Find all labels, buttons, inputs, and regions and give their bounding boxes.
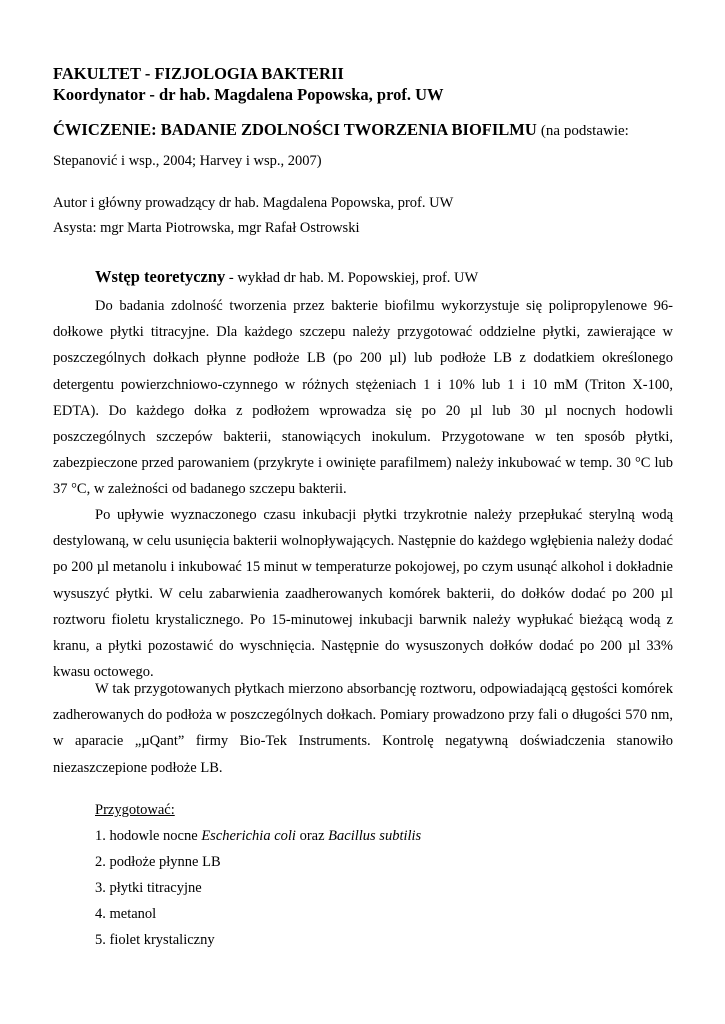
prepare-item-1 (95, 828, 421, 845)
source-reference-start: (na podstawie: (540, 123, 629, 139)
prepare-item-4: 4. metanol (95, 906, 157, 922)
prepare-item-2: 2. podłoże płynne LB (95, 854, 221, 870)
prepare-item-3: 3. płytki titracyjne (95, 880, 202, 896)
source-reference-end: Stepanović i wsp., 2004; Harvey i wsp., 2007) (53, 153, 322, 169)
exercise-title: ĆWICZENIE: BADANIE ZDOLNOŚCI TWORZENIA BIOFILMU (53, 120, 537, 139)
prepare-item-1-prefix: 1. hodowle nocne (95, 828, 202, 844)
paragraph-staining: Po upływie wyznaczonego czasu inkubacji płytki trzykrotnie należy przepłukać sterylną wodą destylowaną, w celu usunięcia bakterii wolnopływających. Następnie do każdego wgłębienia należy dodać po 200 µl metanolu i inkubować 15 minut w temperaturze pokojowej, po czym usunąć alkohol i dokładnie wysuszyć płytki. W celu zabarwienia zaadherowanych komórek bakterii, do dołków dodać po 200 µl roztworu fioletu krystalicznego. Po 15-minutowej inkubacji barwnik należy wypłukać bieżącą wodą z kranu, a płytki pozostawić do wyschnięcia. Następnie do wysuszonych dołków dodać po 200 µl 33% kwasu octowego. (53, 507, 673, 681)
paragraph-measurement: W tak przygotowanych płytkach mierzono absorbancję roztworu, odpowiadającą gęstości komórek zadherowanych do podłoża w poszczególnych dołkach. Pomiary prowadzono przy fali o długości 570 nm, w aparacie „µQant” firmy Bio-Tek Instruments. Kontrolę negatywną doświadczenia stanowiło niezaszczepione podłoże LB. (53, 681, 673, 776)
faculty-title: FAKULTET - FIZJOLOGIA BAKTERII (53, 64, 344, 83)
assistant-line: Asysta: mgr Marta Piotrowska, mgr Rafał Ostrowski (53, 220, 360, 236)
intro-heading: Wstęp teoretyczny (95, 267, 226, 286)
paragraph-methods: Do badania zdolność tworzenia przez bakterie biofilmu wykorzystuje się polipropylenowe 96-dołkowe płytki titracyjne. Dla każdego szczepu należy przygotować oddzielne płytki, zawierające w poszczególnych dołkach płynne podłoże LB (po 200 µl) lub podłoże LB z dodatkiem określonego detergentu powierzchniowo-czynnego w różnych stężeniach 1 i 10% lub 1 i 10 mM (Triton X-100, EDTA). Do każdego dołka z podłożem wprowadza się po 20 µl lub 30 µl nocnych hodowli poszczególnych szczepów bakterii, stanowiących inokulum. Przygotowane w ten sposób płytki, zabezpieczone przed parowaniem (przykryte i owinięte parafilmem) należy inkubować w temp. 30 °C lub 37 °C, w zależności od badanego szczepu bakterii. (53, 298, 673, 498)
intro-heading-line (95, 267, 478, 287)
author-line: Autor i główny prowadzący dr hab. Magdalena Popowska, prof. UW (53, 195, 454, 211)
coordinator-line: Koordynator - dr hab. Magdalena Popowska, prof. UW (53, 85, 444, 104)
prepare-item-1-mid: oraz (295, 828, 329, 844)
exercise-title-line (53, 120, 629, 141)
species-bacillus-subtilis: Bacillus subtilis (328, 828, 422, 844)
prepare-item-5: 5. fiolet krystaliczny (95, 932, 215, 948)
prepare-title: Przygotować: (95, 802, 175, 818)
species-escherichia-coli: Escherichia coli (201, 828, 296, 844)
intro-subheading: - wykład dr hab. M. Popowskiej, prof. UW (225, 270, 479, 286)
